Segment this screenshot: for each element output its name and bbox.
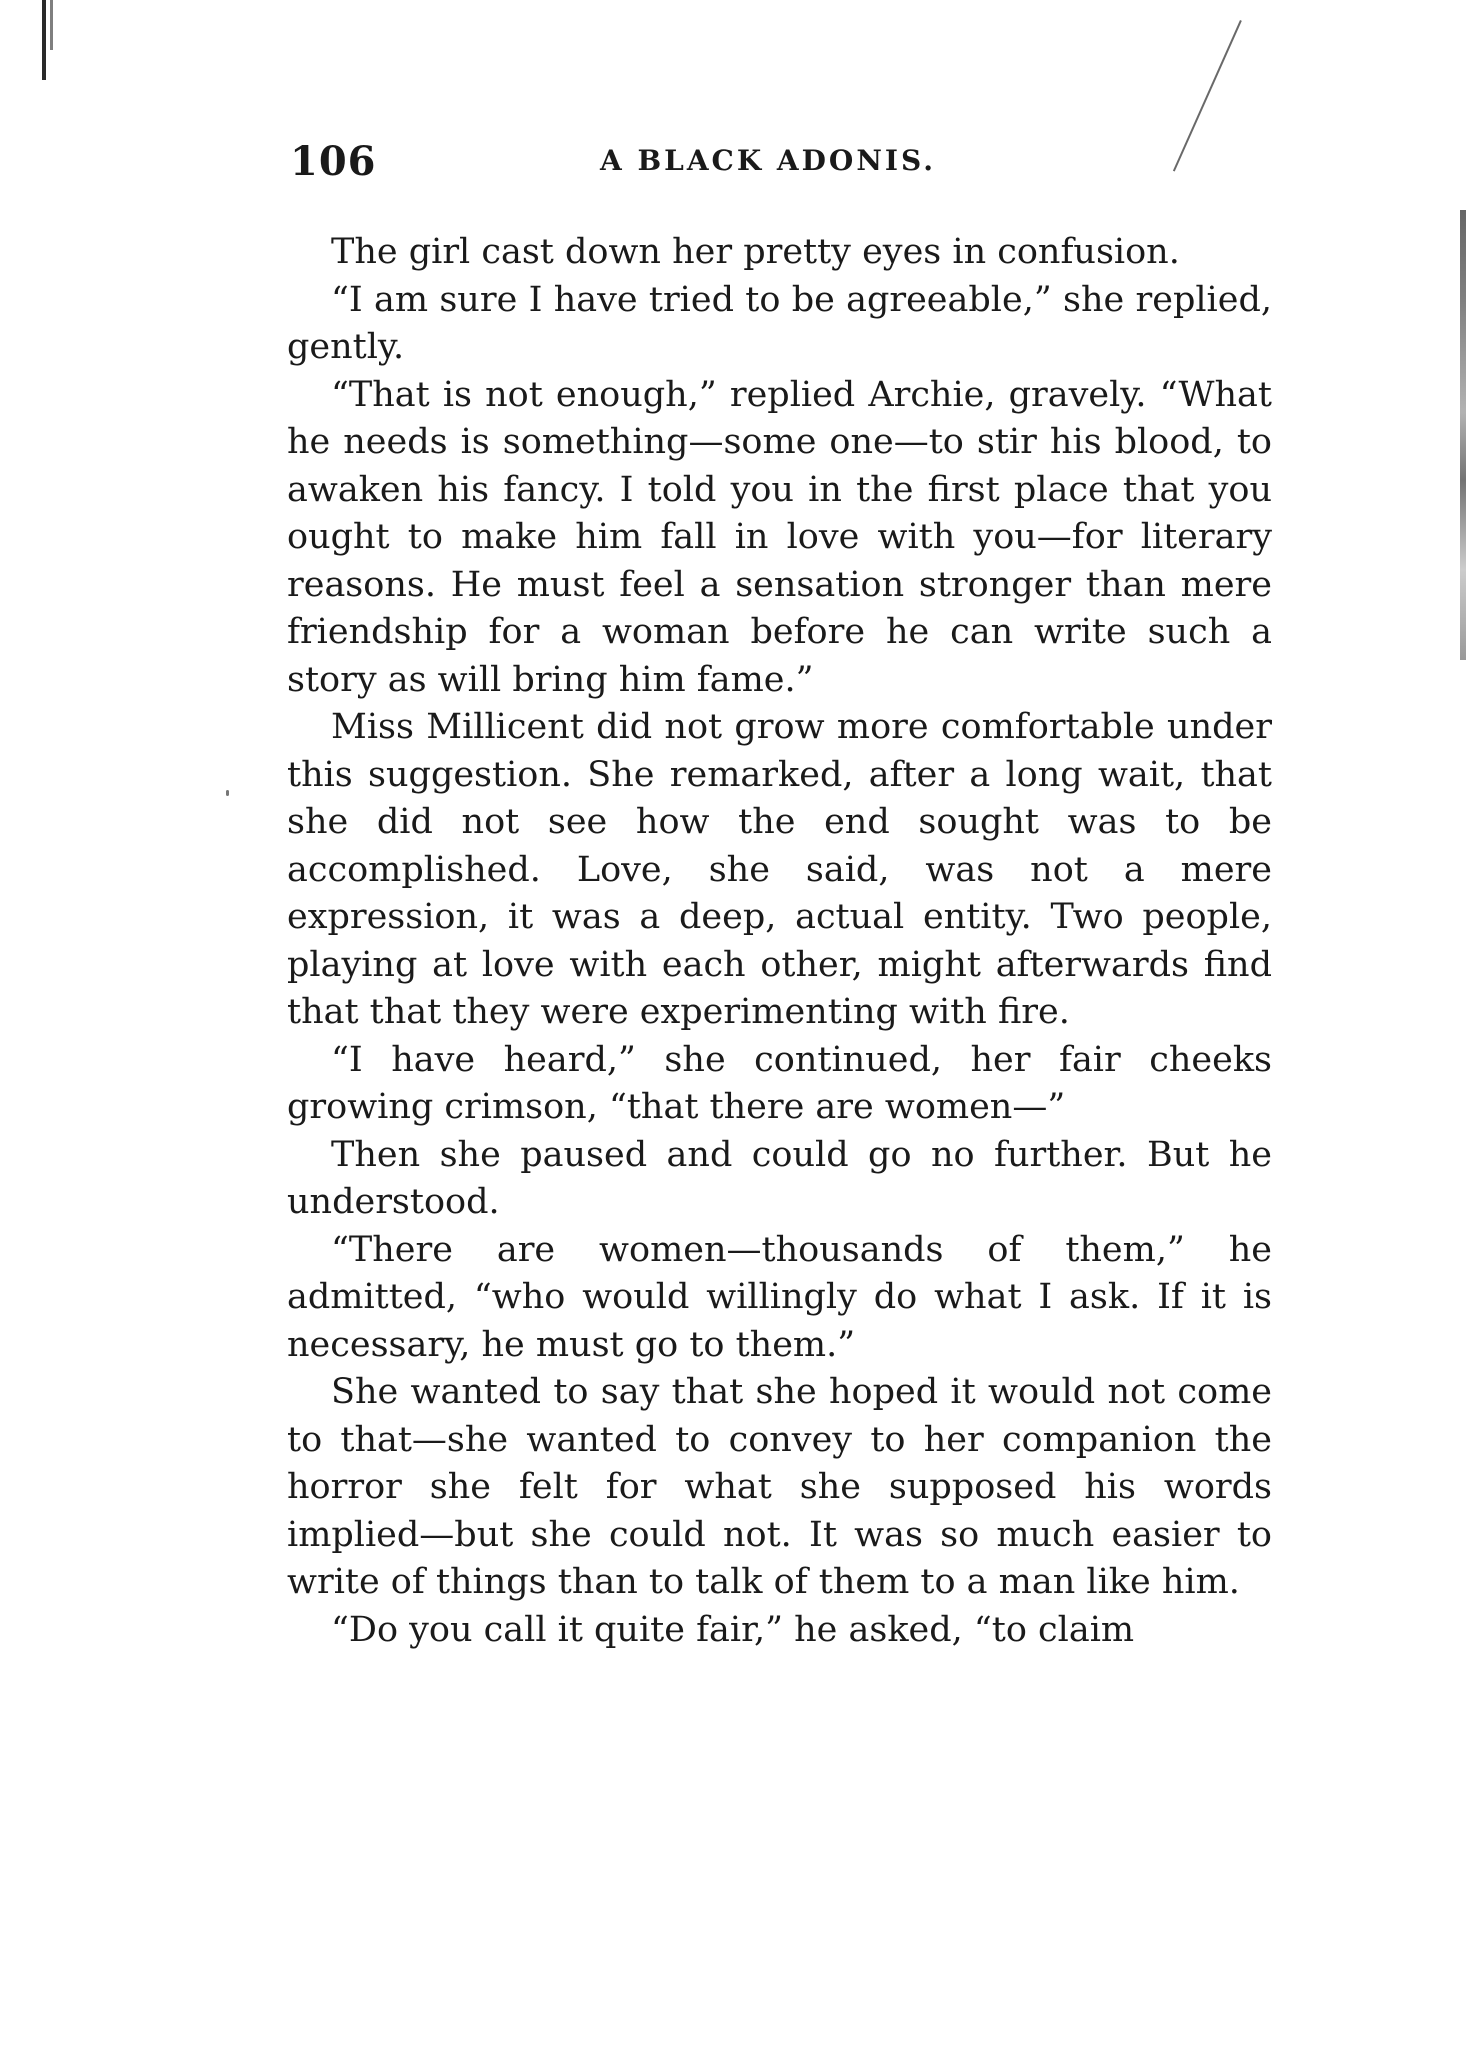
paragraph: The girl cast down her pretty eyes in confusion.	[331, 232, 1180, 272]
scan-edge-mark	[42, 0, 46, 80]
paragraph: Then she paused and could go no further. But he understood.	[287, 1134, 1272, 1222]
paragraph: She wanted to say that she hoped it would not come to that—she wanted to convey to her companion the horror she felt for what she supposed his words implied—but she could not. It was so much easier to write of things than to talk of them to a man like him.	[287, 1372, 1272, 1602]
running-title: A BLACK ADONIS.	[600, 144, 936, 177]
scan-page-edge	[1460, 210, 1466, 660]
scan-edge-mark	[50, 0, 53, 50]
paragraph: “That is not enough,” replied Archie, gravely. “What he needs is something—some one—to stir his blood, to awaken his fancy. I told you in the first place that you ought to make him fall in love with you—for literary reasons. He must feel a sensation stronger than mere friendship for a woman before he can write such a story as will bring him fame.”	[287, 374, 1272, 700]
paragraph: “I have heard,” she continued, her fair cheeks growing crimson, “that there are women—”	[287, 1039, 1272, 1127]
body-text	[287, 229, 1272, 1654]
page-number: 106	[290, 138, 377, 185]
paragraph: “I am sure I have tried to be agreeable,” she replied, gently.	[287, 279, 1272, 367]
paragraph: “Do you call it quite fair,” he asked, “to claim	[331, 1609, 1135, 1650]
running-head	[290, 138, 1270, 188]
paragraph: “There are women—thousands of them,” he admitted, “who would willingly do what I ask. If it is necessary, he must go to them.”	[287, 1229, 1272, 1365]
paragraph: Miss Millicent did not grow more comfortable under this suggestion. She remarked, after a long wait, that she did not see how the end sought was to be accomplished. Love, she said, was not a mere expression, it was a deep, actual entity. Two people, playing at love with each other, might afterwards find that that they were experimenting with fire.	[287, 707, 1272, 1032]
ink-speck	[226, 790, 229, 796]
